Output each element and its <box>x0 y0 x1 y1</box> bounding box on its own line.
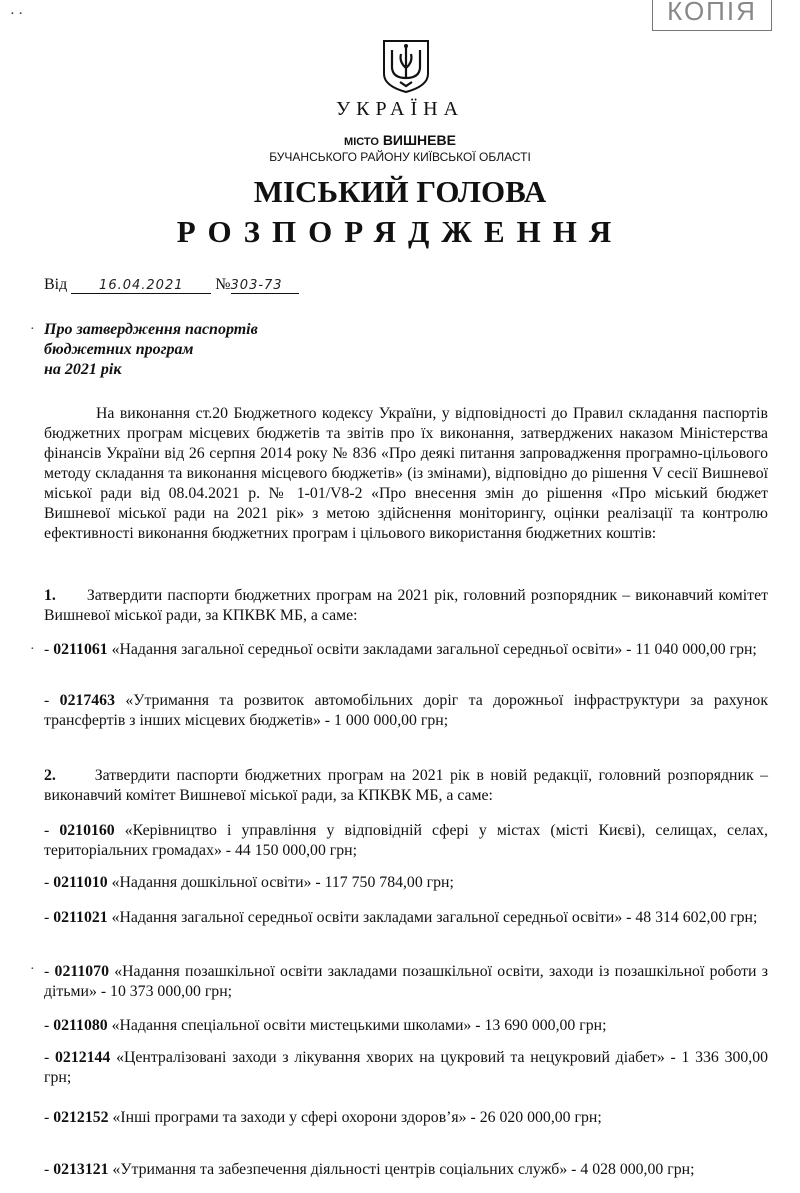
dateline <box>44 276 299 294</box>
program-text: «Надання позашкільної освіти закладами позашкільної освіти, заходи із позашкільної роботи з дітьми» - 10 373 000,00 грн; <box>44 963 769 1000</box>
section-text: Затвердити паспорти бюджетних програм на 2021 рік, головний розпорядник – виконавчий комітет Вишневої міської ради, за КПКВК МБ, а саме: <box>44 587 768 624</box>
program-code: 0211070 <box>54 963 109 980</box>
program-code: 0211010 <box>53 874 108 891</box>
section-2 <box>44 766 768 806</box>
margin-mark: · <box>30 962 35 977</box>
district-title: БУЧАНСЬКОГО РАЙОНУ КИЇВСЬКОЇ ОБЛАСТІ <box>269 150 531 164</box>
list-item: - 0212152 «Інші програми та заходи у сфері охорони здоров’я» - 26 020 000,00 грн; <box>44 1109 602 1126</box>
list-item: - 0213121 «Утримання та забезпечення діяльності центрів соціальних служб» - 4 028 000,00 грн; <box>44 1161 695 1178</box>
list-item: - 0211010 «Надання дошкільної освіти» - 117 750 784,00 грн; <box>44 874 454 891</box>
list-item: - 0212144 «Централізовані заходи з лікування хворих на цукровий та нецукровий діабет» - 1 336 300,00 грн; <box>44 1049 769 1086</box>
program-text: «Централізовані заходи з лікування хворих на цукровий та нецукровий діабет» - 1 336 300,00 грн; <box>44 1049 769 1086</box>
program-code: 0217463 <box>59 692 115 709</box>
coat-of-arms-icon <box>381 38 431 94</box>
number-value: 303-73 <box>231 278 299 294</box>
city-prefix: МІСТО <box>344 136 379 148</box>
margin-mark: · <box>30 642 35 657</box>
date-label: Від <box>44 276 68 293</box>
city-name: ВИШНЕВЕ <box>382 132 456 148</box>
preamble-paragraph: На виконання ст.20 Бюджетного кодексу України, у відповідності до Правил складання паспортів бюджетних програм місцевих бюджетів та звітів про їх виконання, затверджених наказом Міністерства фінансів України від 26 серпня 2014 року № 836 «Про деякі питання запровадження програмно-цільового методу складання та виконання місцевого бюджетів» (із змінами), відповідно до рішення V сесії Вишневої міської ради від 08.04.2021 р. № 1-01/V8-2 «Про внесення змін до рішення «Про міський бюджет Вишневої міської ради на 2021 рік» з метою здійснення моніторингу, оцінки реалізації та контролю ефективності виконання бюджетних програм і цільового використання бюджетних коштів: <box>44 405 768 542</box>
program-text: «Надання спеціальної освіти мистецькими школами» - 13 690 000,00 грн; <box>111 1017 607 1034</box>
list-item: - 0217463 «Утримання та розвиток автомобільних доріг та дорожньої інфраструктури за рахунок трансфертів з інших місцевих бюджетів» - 1 000 000,00 грн; <box>44 692 768 729</box>
program-code: 0213121 <box>53 1161 109 1178</box>
list-item: - 0211061 «Надання загальної середньої освіти закладами загальної середньої освіти» - 11 040 000,00 грн; <box>44 641 757 658</box>
program-text: «Надання дошкільної освіти» - 117 750 784,00 грн; <box>111 874 454 891</box>
number-label: № <box>215 276 231 293</box>
office-title: МІСЬКИЙ ГОЛОВА <box>253 174 547 209</box>
subject-line: бюджетних програм <box>44 341 194 358</box>
program-code: 0211021 <box>53 909 108 926</box>
copy-stamp: КОПІЯ <box>652 0 772 31</box>
section-number: 2. <box>44 767 56 784</box>
list-item: - 0211080 «Надання спеціальної освіти мистецькими школами» - 13 690 000,00 грн; <box>44 1017 607 1034</box>
program-code: 0211061 <box>53 641 108 658</box>
margin-mark: · <box>30 322 35 337</box>
program-code: 0210160 <box>59 822 115 839</box>
program-text: «Утримання та розвиток автомобільних доріг та дорожньої інфраструктури за рахунок трансфертів з інших місцевих бюджетів» - 1 000 000,00 грн; <box>44 692 768 729</box>
program-text: «Надання загальної середньої освіти закладами загальної середньої освіти» - 11 040 000,00 грн; <box>111 641 757 658</box>
program-code: 0212152 <box>53 1109 109 1126</box>
subject-line: на 2021 рік <box>44 361 122 378</box>
list-item: - 0211021 «Надання загальної середньої освіти закладами загальної середньої освіти» - 48 314 602,00 грн; <box>44 909 758 926</box>
program-text: «Утримання та забезпечення діяльності центрів соціальних служб» - 4 028 000,00 грн; <box>112 1161 695 1178</box>
section-text: Затвердити паспорти бюджетних програм на 2021 рік в новій редакції, головний розпорядник – виконавчий комітет Вишневої міської ради, за КПКВК МБ, а саме: <box>44 767 768 804</box>
subject-line: Про затвердження паспортів <box>44 321 258 338</box>
program-text: «Керівництво і управління у відповідній сфері у містах (місті Києві), селищах, селах, територіальних громадах» - 44 150 000,00 грн; <box>44 822 769 859</box>
scan-mark: ⋅ ⋅ <box>10 7 24 22</box>
list-item: - 0210160 «Керівництво і управління у відповідній сфері у містах (місті Києві), селищах, селах, територіальних громадах» - 44 150 000,00 грн; <box>44 822 769 859</box>
list-item: - 0211070 «Надання позашкільної освіти закладами позашкільної освіти, заходи із позашкільної роботи з дітьми» - 10 373 000,00 грн; <box>44 963 769 1000</box>
section-number: 1. <box>44 587 56 604</box>
program-code: 0211080 <box>53 1017 108 1034</box>
program-text: «Надання загальної середньої освіти закладами загальної середньої освіти» - 48 314 602,00 грн; <box>111 909 758 926</box>
document-subject <box>44 320 258 380</box>
date-value: 16.04.2021 <box>71 278 211 294</box>
section-1 <box>44 586 768 626</box>
country-title: УКРАЇНА <box>335 98 465 120</box>
program-code: 0212144 <box>55 1049 111 1066</box>
program-text: «Інші програми та заходи у сфері охорони здоров’я» - 26 020 000,00 грн; <box>112 1109 602 1126</box>
city-title <box>0 132 800 148</box>
document-type: РОЗПОРЯДЖЕННЯ <box>176 214 624 249</box>
